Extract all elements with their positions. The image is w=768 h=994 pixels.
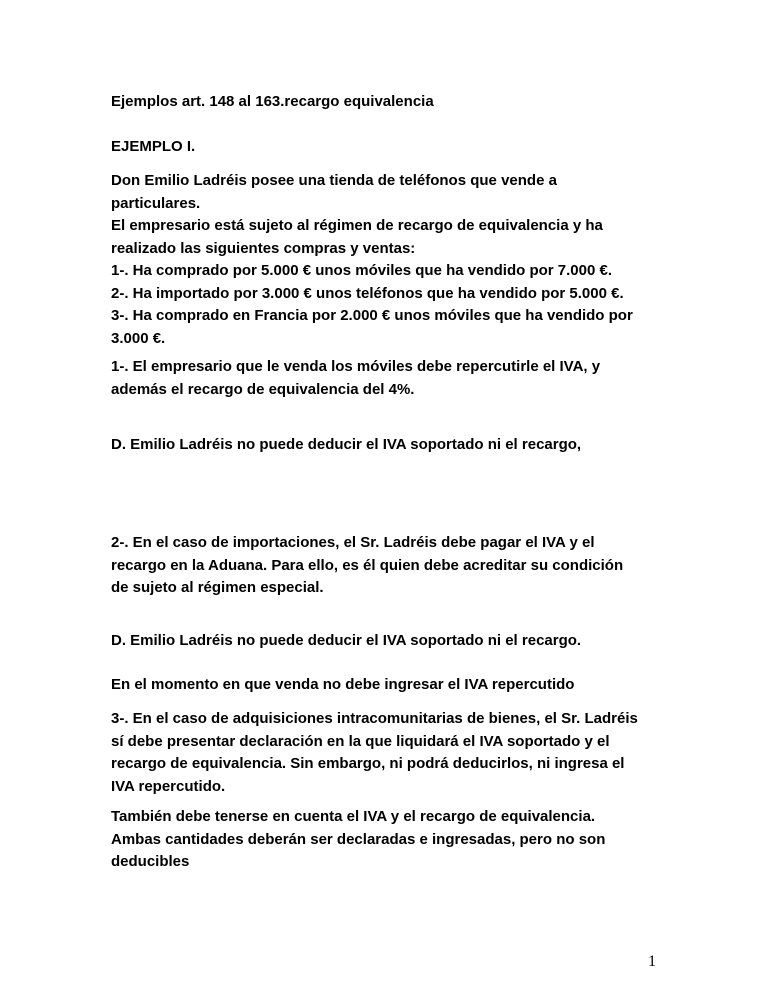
answer-2-line: de sujeto al régimen especial. — [111, 579, 324, 596]
answer-3-line: recargo de equivalencia. Sin embargo, ni podrá deducirlos, ni ingresa el — [111, 755, 625, 772]
intro-line: particulares. — [111, 194, 201, 212]
document-title: Ejemplos art. 148 al 163.recargo equivalencia — [111, 93, 434, 110]
intro-line: 3.000 €. — [111, 329, 166, 347]
answer-2-line: 2-. En el caso de importaciones, el Sr. Ladréis debe pagar el IVA y el — [111, 534, 595, 551]
intro-line: 2-. Ha importado por 3.000 € unos teléfonos que ha vendido por 5.000 €. — [111, 284, 624, 302]
answer-3-paragraph — [111, 708, 671, 798]
intro-line: 3-. Ha comprado en Francia por 2.000 € unos móviles que ha vendido por — [111, 307, 633, 324]
answer-2-line: recargo en la Aduana. Para ello, es él quien debe acreditar su condición — [111, 556, 624, 574]
closing-line: deducibles — [111, 853, 190, 870]
intro-line: realizado las siguientes compras y ventas: — [111, 239, 416, 257]
note-2-paragraph: D. Emilio Ladréis no puede deducir el IVA soportado ni el recargo. — [111, 632, 582, 649]
intro-line: Don Emilio Ladréis posee una tienda de teléfonos que vende a — [111, 172, 557, 189]
answer-3-line: IVA repercutido. — [111, 777, 226, 795]
note-1-paragraph: D. Emilio Ladréis no puede deducir el IVA soportado ni el recargo, — [111, 436, 582, 453]
answer-3-line: 3-. En el caso de adquisiciones intracomunitarias de bienes, el Sr. Ladréis — [111, 710, 638, 727]
answer-1-line: 1-. El empresario que le venda los móviles debe repercutirle el IVA, y — [111, 358, 601, 375]
page-number: 1 — [648, 953, 656, 970]
intro-line: 1-. Ha comprado por 5.000 € unos móviles que ha vendido por 7.000 €. — [111, 262, 612, 279]
answer-3-line: sí debe presentar declaración en la que liquidará el IVA soportado y el — [111, 732, 610, 750]
answer-2-paragraph — [111, 532, 671, 600]
closing-line: Ambas cantidades deberán ser declaradas e ingresadas, pero no son — [111, 830, 606, 848]
note-3-paragraph: En el momento en que venda no debe ingresar el IVA repercutido — [111, 676, 575, 693]
answer-1-line: además el recargo de equivalencia del 4%. — [111, 380, 415, 398]
closing-line: También debe tenerse en cuenta el IVA y el recargo de equivalencia. — [111, 808, 596, 825]
intro-paragraph — [111, 170, 671, 350]
answer-1-paragraph — [111, 356, 671, 401]
intro-line: El empresario está sujeto al régimen de recargo de equivalencia y ha — [111, 217, 603, 234]
closing-paragraph — [111, 806, 671, 874]
example-heading: EJEMPLO I. — [111, 138, 196, 155]
